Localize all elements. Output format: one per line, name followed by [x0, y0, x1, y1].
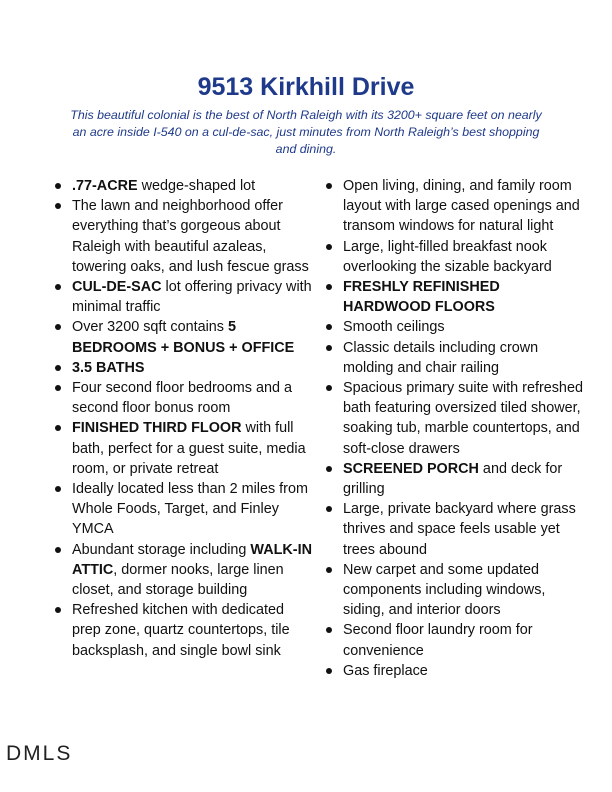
feature-text: lot offering privacy with minimal traffic — [72, 279, 312, 316]
feature-item — [50, 317, 312, 357]
feature-item — [321, 499, 583, 560]
feature-text: Smooth ceilings — [343, 319, 445, 336]
feature-highlight: 5 BEDROOMS + BONUS + OFFICE — [72, 319, 295, 356]
feature-text: , dormer nooks, large linen closet, and storage building — [72, 561, 284, 599]
feature-text: Open living, dining, and family room layout with large cased openings and transom windows for natural light — [343, 178, 580, 235]
feature-text: Gas fireplace — [343, 662, 428, 679]
feature-item — [321, 459, 583, 499]
feature-text: The lawn and neighborhood offer everything that’s gorgeous about Raleigh with beautiful azaleas, towering oaks, and lush fescue grass — [72, 198, 309, 275]
feature-item — [50, 479, 312, 540]
feature-item — [50, 600, 312, 661]
feature-text: wedge-shaped lot — [137, 178, 256, 194]
feature-highlight: WALK-IN ATTIC — [72, 541, 312, 578]
feature-item — [50, 176, 312, 196]
feature-text: Abundant storage including — [72, 541, 251, 558]
feature-item — [321, 661, 583, 681]
feature-highlight: .77-ACRE — [72, 178, 138, 194]
feature-item — [321, 176, 583, 237]
feature-item — [50, 540, 312, 601]
mls-watermark: DMLS — [6, 742, 73, 765]
feature-item — [50, 378, 312, 418]
feature-item — [321, 317, 583, 337]
feature-item — [50, 418, 312, 479]
feature-text: Four second floor bedrooms and a second floor bonus room — [72, 380, 292, 417]
feature-item — [321, 338, 583, 378]
feature-text: Classic details including crown molding and chair railing — [343, 339, 539, 376]
feature-list-right — [321, 176, 583, 681]
feature-item — [321, 277, 583, 317]
feature-item — [321, 378, 583, 459]
feature-text: Ideally located less than 2 miles from Whole Foods, Target, and Finley YMCA — [72, 481, 308, 538]
feature-highlight: SCREENED PORCH — [343, 460, 479, 477]
feature-highlight: CUL-DE-SAC — [72, 279, 162, 296]
feature-item — [50, 196, 312, 277]
feature-text: New carpet and some updated components including windows, siding, and interior doors — [343, 561, 546, 619]
feature-text: and deck for grilling — [343, 460, 563, 498]
feature-list-left — [50, 176, 312, 661]
feature-text: Second floor laundry room for convenience — [343, 622, 533, 659]
feature-highlight: FINISHED THIRD FLOOR — [72, 420, 242, 437]
feature-text: with full bath, perfect for a guest suite, media room, or private retreat — [72, 420, 306, 477]
feature-text: Large, private backyard where grass thrives and space feels usable yet trees abound — [343, 501, 576, 558]
page-title: 9513 Kirkhill Drive — [197, 73, 415, 101]
feature-highlight: FRESHLY REFINISHED HARDWOOD FLOORS — [343, 279, 500, 316]
feature-text: Over 3200 sqft contains — [72, 319, 228, 336]
feature-item — [50, 358, 312, 378]
feature-item — [321, 560, 583, 621]
feature-text: Spacious primary suite with refreshed bath featuring oversized tiled shower, soaking tub, marble countertops, and soft-close drawers — [343, 380, 583, 457]
feature-item — [321, 620, 583, 660]
feature-item — [50, 277, 312, 317]
feature-item — [321, 237, 583, 277]
feature-highlight: 3.5 BATHS — [72, 359, 145, 376]
feature-text: Refreshed kitchen with dedicated prep zone, quartz countertops, tile backsplash, and single bowl sink — [72, 602, 290, 659]
feature-text: Large, light-filled breakfast nook overlooking the sizable backyard — [343, 238, 552, 275]
page-subtitle: This beautiful colonial is the best of North Raleigh with its 3200+ square feet on nearly an acre inside I-540 on a cul-de-sac, just minutes from North Raleigh’s best shopping and dining. — [70, 108, 542, 156]
